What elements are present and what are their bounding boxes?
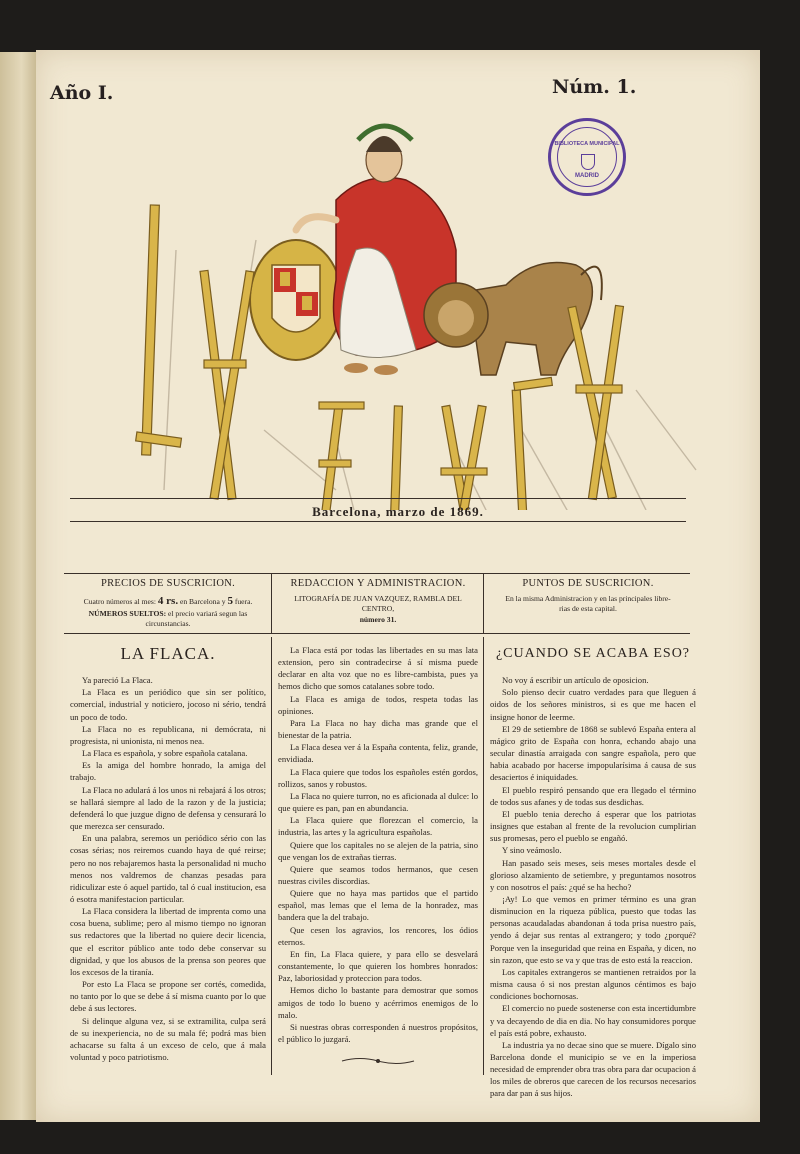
article-title: LA FLACA.: [120, 644, 216, 663]
stamp-city: MADRID: [575, 173, 599, 179]
stamp-crest-icon: [581, 154, 595, 170]
prices-body: [70, 594, 266, 629]
admin-line1: LITOGRAFÍA DE JUAN VAZQUEZ, RAMBLA DEL CENTRO,: [294, 594, 462, 614]
info-divider-1: [271, 573, 272, 633]
article-paragraph: La Flaca es amiga de todos, respeta todas las opiniones.: [278, 693, 478, 716]
prices-box: [66, 578, 270, 630]
article-paragraph: El pueblo respiró pensando que era llegado el término de todos sus afanes y de todas sus desdichas.: [490, 784, 696, 807]
article-la-flaca-continued: [278, 644, 478, 1045]
points-box: [486, 578, 690, 630]
article-paragraph: La Flaca quiere que todos los españoles estén gordos, rollizos, sanos y robustos.: [278, 766, 478, 789]
article-paragraph: El pueblo tenia derecho á esperar que los patriotas insignes que estaban al frente de la revolucion cumplirian sus promesas, pero el pueblo se engañó.: [490, 808, 696, 844]
info-top-rule: [64, 573, 690, 574]
article-paragraph: Y sino veámoslo.: [502, 845, 562, 856]
previous-page-edge: [0, 52, 36, 1120]
points-body: [490, 594, 686, 615]
prices-loose-label: NÚMEROS SUELTOS:: [88, 608, 167, 618]
admin-line2: número 31.: [359, 614, 397, 624]
article-paragraph: Es la amiga del hombre honrado, la amiga del trabajo.: [70, 760, 266, 783]
column-divider-2: [483, 637, 484, 1075]
issue-number: Núm. 1.: [552, 76, 637, 98]
article-paragraph: La Flaca no es republicana, ni demócrata, ni progresista, ni unionista, ni menos nea.: [70, 723, 266, 746]
article-la-flaca: [70, 642, 266, 1063]
article-paragraph: La Flaca desea ver á la España contenta, feliz, grande, envidiada.: [278, 742, 478, 765]
year-label: Año I.: [50, 82, 114, 104]
article-title: ¿CUANDO SE ACABA ESO?: [495, 646, 691, 661]
prices-line1b: en Barcelona y: [179, 597, 226, 606]
admin-box: [274, 578, 482, 630]
article-paragraph: La Flaca quiere que florezcan el comercio, la industria, las artes y la agricultura españolas.: [278, 815, 478, 838]
article-paragraph: El 29 de setiembre de 1868 se sublevó España entera al mágico grito de España con honra, echando abajo una secular dinastía arraigada con sangre española, pero que habia acabado por hacerse impopularísima á causa de sus desaciertos é iniquidades.: [490, 723, 696, 783]
article-paragraph: Quiere que seamos todos hermanos, que cesen nuestras civiles discordias.: [278, 863, 478, 886]
article-paragraph: Han pasado seis meses, seis meses mortales desde el glorioso alzamiento de setiembre, y preguntamos nosotros y con nosotros el país: ¿qué se ha hecho?: [490, 857, 696, 892]
article-paragraph: El comercio no puede sostenerse con esta incertidumbre y va decayendo de dia en dia. No hay consumidores porque el país está pobre, exhausto.: [490, 1003, 696, 1038]
article-paragraph: En fin, La Flaca quiere, y para ello se desvelará constantemente, lo que quieren los hombres honrados: Paz, laboriosidad y proteccion para todos.: [278, 948, 478, 984]
article-paragraph: Por esto La Flaca se propone ser cortés, comedida, no tanto por lo que se debe á sí misma cuanto por lo que debe á sus lectores.: [70, 979, 266, 1014]
dateline-bottom-rule: [70, 521, 686, 522]
article-paragraph: Ya pareció La Flaca.: [82, 675, 153, 686]
stamp-text: BIBLIOTECA MUNICIPAL: [554, 141, 620, 147]
end-flourish-icon: [340, 1056, 416, 1066]
article-paragraph: La Flaca es un periódico que sin ser político, comercial, industrial y noticiero, jocoso ni sério, tendrá un poco de todo.: [70, 687, 266, 722]
allegory-figure-icon: [250, 126, 456, 375]
article-paragraph: Solo pienso decir cuatro verdades para que lleguen á oidos de los señores ministros, si es que me hacen el insigne honor de leerme.: [490, 687, 696, 722]
points-line2: rias de esta capital.: [559, 604, 617, 614]
article-paragraph: La Flaca no quiere turron, no es aficionada al dulce: lo que quiere es pan, pan en abundancia.: [278, 790, 478, 814]
masthead-illustration: [36, 50, 760, 510]
dateline-top-rule: [70, 498, 686, 499]
article-paragraph: La Flaca es española, y sobre española catalana.: [82, 748, 248, 759]
prices-line1c: fuera.: [234, 597, 253, 606]
article-paragraph: No voy á escribir un artículo de oposicion.: [502, 675, 649, 686]
article-cuando-se-acaba: [490, 642, 696, 1100]
article-paragraph: Que cesen los agravios, los rencores, los ódios eternos.: [278, 924, 478, 947]
article-paragraph: ¡Ay! Lo que vemos en primer término es una gran disminucion en la riqueza pública, puesto que todas las personas acaudaladas abandonan á toda prisa nuestro país, yendo á dejar sus rentas al extrangero; y todo ¿porqué? Porque ven la inseguridad que reina en España, y dicen, no sin razon, que esto se va y que tras de esto está la reaccion.: [490, 893, 696, 965]
prices-loose-text: el precio variará segun las circunstancias.: [145, 608, 248, 629]
prices-line1a: Cuatro números al mes:: [83, 597, 156, 606]
article-paragraph: La Flaca está por todas las libertades en su mas lata extension, pero sin contradecirse á sí misma puede declarar en alta voz que no es libre-cambista, pues ya hemos dicho que somos catalanes sobre todo.: [278, 645, 478, 692]
info-bottom-rule: [64, 633, 690, 634]
article-paragraph: Si nuestras obras corresponden á nuestros propósitos, el público lo juzgará.: [278, 1021, 478, 1044]
article-paragraph: En una palabra, seremos un periódico sério con las cosas sérias; nos reiremos cuando haya de qué reirse; pero no nos rebajaremos hasta la personalidad ni mucho menos nos valdremos de chanzas pesadas para ridiculizar este ó aquel partido, tal ó cual institucion, esa ó esotra manifestacion particular.: [70, 833, 266, 904]
info-divider-2: [483, 573, 484, 633]
points-title: PUNTOS DE SUSCRICION.: [522, 578, 654, 589]
article-paragraph: Quiere que los capitales no se alejen de la patria, sino que vengan los de extrañas tierras.: [278, 839, 478, 862]
article-paragraph: Para La Flaca no hay dicha mas grande que el bienestar de la patria.: [278, 717, 478, 741]
admin-body: [278, 594, 478, 625]
article-paragraph: Los capitales extrangeros se mantienen retraidos por la misma causa ó si nos prestan algunos céntimos es bajo condiciones bochornosas.: [490, 966, 696, 1002]
column-divider-1: [271, 637, 272, 1075]
article-paragraph: Si delinque alguna vez, si se extramilita, culpa será de su inexperiencia, no de su mala fé; podrá mas bien achacarse su falta á un exceso de celo, que á mala voluntad y poco patriotismo.: [70, 1015, 266, 1062]
article-paragraph: Hemos dicho lo bastante para demostrar que somos amigos de todo lo bueno y acérrimos enemigos de lo malo.: [278, 985, 478, 1020]
dateline: Barcelona, marzo de 1869.: [312, 504, 484, 519]
prices-price2: 5: [227, 595, 233, 607]
article-paragraph: Quiere que no haya mas partidos que el partido español, mas lemas que el lema de la honradez, mas bandera que la del trabajo.: [278, 888, 478, 923]
points-line1: En la misma Administracion y en las principales libre-: [505, 594, 671, 603]
admin-title: REDACCION Y ADMINISTRACION.: [290, 578, 466, 589]
article-paragraph: La Flaca considera la libertad de imprenta como una cosa buena, sublime; pero al mismo tiempo no ignoran sus redactores que la libertad no quiere decir licencia, que el escritor público ante todo debe conservar su dignidad, y que los abusos de la prensa son peores que los excesos de la tiranía.: [70, 906, 266, 977]
library-stamp: [548, 118, 626, 196]
prices-price1: 4 rs.: [157, 595, 179, 607]
prices-title: PRECIOS DE SUSCRICION.: [100, 578, 236, 589]
article-paragraph: La industria ya no decae sino que se muere. Dígalo sino Barcelona donde el municipio se ve en la imperiosa necesidad de emprender obra tras obra para dar ocupacion á los miles de obreros que carecen de los recursos necesarios para dar pan á sus hijos.: [490, 1039, 696, 1099]
article-paragraph: La Flaca no adulará á los unos ni rebajará á los otros; se hallará siempre al lado de la razon y de la justicia; defenderá lo que juzgue digno de defensa y censurará lo que merezca ser censurado.: [70, 784, 266, 832]
